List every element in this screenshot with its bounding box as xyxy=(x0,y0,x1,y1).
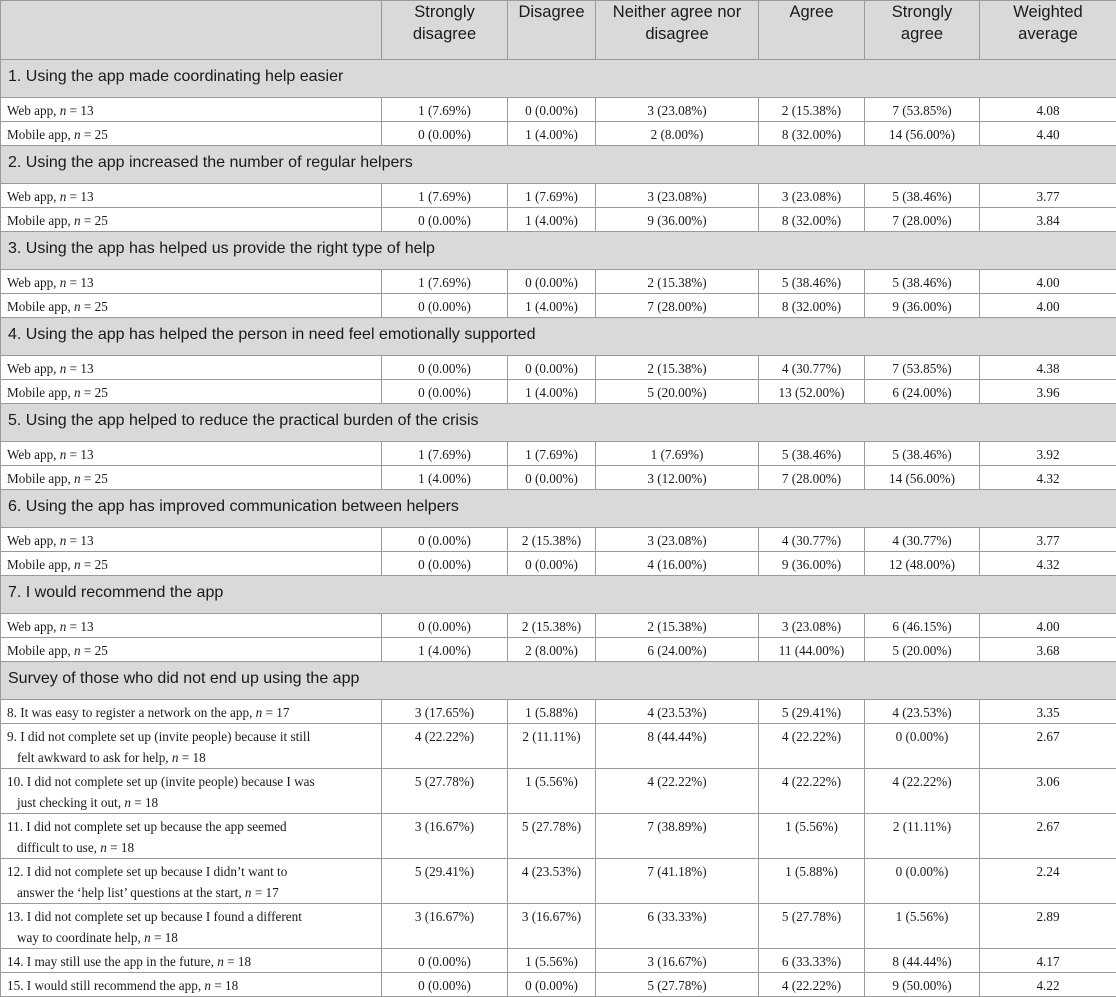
sample-size-value: = 18 xyxy=(151,930,178,945)
agree-cell: 8 (32.00%) xyxy=(759,208,865,232)
sample-size-symbol: n xyxy=(172,750,179,765)
agree-cell: 2 (15.38%) xyxy=(759,98,865,122)
disagree-cell: 4 (23.53%) xyxy=(508,859,596,904)
header-blank-cell xyxy=(1,1,382,60)
strongly-agree-cell: 7 (53.85%) xyxy=(865,356,980,380)
sample-size-value: = 13 xyxy=(66,619,93,634)
section-title: 3. Using the app has helped us provide the right type of help xyxy=(1,232,1116,270)
disagree-cell: 0 (0.00%) xyxy=(508,552,596,576)
strongly-disagree-cell: 1 (4.00%) xyxy=(382,466,508,490)
header-strongly-agree: Strongly agree xyxy=(865,1,980,60)
sample-size-value: = 13 xyxy=(66,275,93,290)
row-label-text: 8. It was easy to register a network on the app, xyxy=(7,705,256,720)
strongly-agree-cell: 4 (22.22%) xyxy=(865,769,980,814)
row-label-continuation xyxy=(7,882,375,903)
row-label xyxy=(1,442,382,466)
sample-size-symbol: n xyxy=(74,643,81,658)
agree-cell: 4 (30.77%) xyxy=(759,528,865,552)
strongly-agree-cell: 7 (53.85%) xyxy=(865,98,980,122)
strongly-disagree-cell: 4 (22.22%) xyxy=(382,724,508,769)
row-label xyxy=(1,904,382,949)
strongly-disagree-cell: 0 (0.00%) xyxy=(382,528,508,552)
section-header-row xyxy=(1,662,1116,700)
table-row xyxy=(1,380,1116,404)
disagree-cell: 5 (27.78%) xyxy=(508,814,596,859)
row-label-continuation xyxy=(7,927,375,948)
disagree-cell: 1 (5.56%) xyxy=(508,769,596,814)
weighted-average-cell: 3.35 xyxy=(980,700,1116,724)
sample-size-symbol: n xyxy=(60,189,67,204)
table-row xyxy=(1,184,1116,208)
disagree-cell: 0 (0.00%) xyxy=(508,466,596,490)
strongly-agree-cell: 9 (50.00%) xyxy=(865,973,980,997)
table-row xyxy=(1,973,1116,997)
weighted-average-cell: 3.96 xyxy=(980,380,1116,404)
sample-size-symbol: n xyxy=(256,705,263,720)
sample-size-symbol: n xyxy=(74,127,81,142)
row-label-text: Mobile app, xyxy=(7,127,74,142)
strongly-disagree-cell: 0 (0.00%) xyxy=(382,380,508,404)
sample-size-symbol: n xyxy=(60,361,67,376)
weighted-average-cell: 3.77 xyxy=(980,184,1116,208)
strongly-disagree-cell: 1 (7.69%) xyxy=(382,98,508,122)
section-header-row xyxy=(1,404,1116,442)
neither-cell: 3 (23.08%) xyxy=(596,98,759,122)
row-label xyxy=(1,614,382,638)
strongly-agree-cell: 4 (30.77%) xyxy=(865,528,980,552)
neither-cell: 4 (23.53%) xyxy=(596,700,759,724)
agree-cell: 8 (32.00%) xyxy=(759,122,865,146)
sample-size-symbol: n xyxy=(204,978,211,993)
disagree-cell: 1 (4.00%) xyxy=(508,380,596,404)
weighted-average-cell: 4.22 xyxy=(980,973,1116,997)
row-label-continuation-text: felt awkward to ask for help, xyxy=(17,750,172,765)
disagree-cell: 3 (16.67%) xyxy=(508,904,596,949)
row-label xyxy=(1,949,382,973)
table-row xyxy=(1,552,1116,576)
sample-size-value: = 18 xyxy=(224,954,251,969)
neither-cell: 3 (23.08%) xyxy=(596,184,759,208)
disagree-cell: 1 (4.00%) xyxy=(508,294,596,318)
row-label xyxy=(1,769,382,814)
section-header-row xyxy=(1,576,1116,614)
weighted-average-cell: 4.32 xyxy=(980,466,1116,490)
strongly-agree-cell: 7 (28.00%) xyxy=(865,208,980,232)
sample-size-value: = 25 xyxy=(81,557,108,572)
row-label xyxy=(1,700,382,724)
sample-size-symbol: n xyxy=(124,795,131,810)
strongly-agree-cell: 4 (23.53%) xyxy=(865,700,980,724)
table-row xyxy=(1,638,1116,662)
table-row xyxy=(1,949,1116,973)
sample-size-value: = 13 xyxy=(66,361,93,376)
strongly-disagree-cell: 3 (16.67%) xyxy=(382,814,508,859)
agree-cell: 4 (22.22%) xyxy=(759,769,865,814)
section-title: 6. Using the app has improved communication between helpers xyxy=(1,490,1116,528)
header-neither: Neither agree nor disagree xyxy=(596,1,759,60)
neither-cell: 5 (20.00%) xyxy=(596,380,759,404)
strongly-disagree-cell: 0 (0.00%) xyxy=(382,356,508,380)
sample-size-value: = 13 xyxy=(66,189,93,204)
sample-size-value: = 18 xyxy=(131,795,158,810)
sample-size-value: = 13 xyxy=(66,447,93,462)
disagree-cell: 1 (4.00%) xyxy=(508,122,596,146)
sample-size-symbol: n xyxy=(60,447,67,462)
section-title: Survey of those who did not end up using the app xyxy=(1,662,1116,700)
row-label-continuation-text: just checking it out, xyxy=(17,795,124,810)
row-label xyxy=(1,208,382,232)
strongly-agree-cell: 5 (20.00%) xyxy=(865,638,980,662)
strongly-agree-cell: 14 (56.00%) xyxy=(865,466,980,490)
disagree-cell: 1 (5.88%) xyxy=(508,700,596,724)
row-label xyxy=(1,184,382,208)
disagree-cell: 0 (0.00%) xyxy=(508,98,596,122)
table-row xyxy=(1,356,1116,380)
sample-size-value: = 17 xyxy=(252,885,279,900)
sample-size-value: = 18 xyxy=(179,750,206,765)
row-label xyxy=(1,724,382,769)
sample-size-symbol: n xyxy=(60,619,67,634)
header-weighted-average: Weighted average xyxy=(980,1,1116,60)
weighted-average-cell: 4.08 xyxy=(980,98,1116,122)
sample-size-value: = 25 xyxy=(81,471,108,486)
neither-cell: 2 (8.00%) xyxy=(596,122,759,146)
row-label xyxy=(1,528,382,552)
agree-cell: 1 (5.56%) xyxy=(759,814,865,859)
table-row xyxy=(1,614,1116,638)
sample-size-symbol: n xyxy=(60,103,67,118)
strongly-disagree-cell: 3 (17.65%) xyxy=(382,700,508,724)
neither-cell: 4 (22.22%) xyxy=(596,769,759,814)
sample-size-symbol: n xyxy=(144,930,151,945)
section-title: 4. Using the app has helped the person in need feel emotionally supported xyxy=(1,318,1116,356)
strongly-agree-cell: 12 (48.00%) xyxy=(865,552,980,576)
strongly-disagree-cell: 3 (16.67%) xyxy=(382,904,508,949)
section-title: 2. Using the app increased the number of regular helpers xyxy=(1,146,1116,184)
disagree-cell: 1 (5.56%) xyxy=(508,949,596,973)
neither-cell: 3 (23.08%) xyxy=(596,528,759,552)
section-header-row xyxy=(1,60,1116,98)
agree-cell: 7 (28.00%) xyxy=(759,466,865,490)
strongly-agree-cell: 2 (11.11%) xyxy=(865,814,980,859)
strongly-agree-cell: 0 (0.00%) xyxy=(865,859,980,904)
strongly-disagree-cell: 1 (7.69%) xyxy=(382,270,508,294)
disagree-cell: 2 (15.38%) xyxy=(508,614,596,638)
table-row xyxy=(1,814,1116,859)
neither-cell: 3 (16.67%) xyxy=(596,949,759,973)
table-row xyxy=(1,528,1116,552)
agree-cell: 3 (23.08%) xyxy=(759,184,865,208)
row-label xyxy=(1,122,382,146)
strongly-disagree-cell: 0 (0.00%) xyxy=(382,552,508,576)
table-row xyxy=(1,859,1116,904)
weighted-average-cell: 4.32 xyxy=(980,552,1116,576)
sample-size-value: = 13 xyxy=(66,533,93,548)
strongly-agree-cell: 5 (38.46%) xyxy=(865,270,980,294)
section-header-row xyxy=(1,232,1116,270)
sample-size-symbol: n xyxy=(74,299,81,314)
table-row xyxy=(1,294,1116,318)
disagree-cell: 1 (7.69%) xyxy=(508,442,596,466)
row-label xyxy=(1,380,382,404)
strongly-agree-cell: 8 (44.44%) xyxy=(865,949,980,973)
section-title: 5. Using the app helped to reduce the practical burden of the crisis xyxy=(1,404,1116,442)
agree-cell: 9 (36.00%) xyxy=(759,552,865,576)
row-label xyxy=(1,98,382,122)
neither-cell: 9 (36.00%) xyxy=(596,208,759,232)
disagree-cell: 0 (0.00%) xyxy=(508,973,596,997)
weighted-average-cell: 2.89 xyxy=(980,904,1116,949)
agree-cell: 5 (29.41%) xyxy=(759,700,865,724)
sample-size-symbol: n xyxy=(74,557,81,572)
strongly-disagree-cell: 0 (0.00%) xyxy=(382,614,508,638)
agree-cell: 4 (22.22%) xyxy=(759,724,865,769)
weighted-average-cell: 4.00 xyxy=(980,614,1116,638)
sample-size-value: = 25 xyxy=(81,213,108,228)
agree-cell: 5 (38.46%) xyxy=(759,442,865,466)
row-label xyxy=(1,270,382,294)
strongly-agree-cell: 9 (36.00%) xyxy=(865,294,980,318)
agree-cell: 5 (38.46%) xyxy=(759,270,865,294)
row-label-text: 12. I did not complete set up because I didn’t want to xyxy=(7,864,287,879)
sample-size-symbol: n xyxy=(74,213,81,228)
row-label-text: 10. I did not complete set up (invite people) because I was xyxy=(7,774,315,789)
neither-cell: 2 (15.38%) xyxy=(596,270,759,294)
row-label-continuation-text: difficult to use, xyxy=(17,840,100,855)
strongly-disagree-cell: 5 (27.78%) xyxy=(382,769,508,814)
strongly-agree-cell: 5 (38.46%) xyxy=(865,184,980,208)
sample-size-value: = 25 xyxy=(81,299,108,314)
disagree-cell: 0 (0.00%) xyxy=(508,356,596,380)
sample-size-symbol: n xyxy=(74,385,81,400)
weighted-average-cell: 3.92 xyxy=(980,442,1116,466)
row-label-text: 9. I did not complete set up (invite people) because it still xyxy=(7,729,310,744)
sample-size-value: = 13 xyxy=(66,103,93,118)
row-label-continuation xyxy=(7,747,375,768)
row-label xyxy=(1,466,382,490)
section-header-row xyxy=(1,318,1116,356)
neither-cell: 7 (41.18%) xyxy=(596,859,759,904)
neither-cell: 7 (28.00%) xyxy=(596,294,759,318)
table-row xyxy=(1,769,1116,814)
section-header-row xyxy=(1,490,1116,528)
strongly-agree-cell: 6 (24.00%) xyxy=(865,380,980,404)
table-row xyxy=(1,466,1116,490)
row-label-text: Web app, xyxy=(7,361,60,376)
row-label-text: Mobile app, xyxy=(7,557,74,572)
row-label xyxy=(1,973,382,997)
table-body xyxy=(1,60,1116,997)
weighted-average-cell: 3.84 xyxy=(980,208,1116,232)
row-label xyxy=(1,638,382,662)
strongly-agree-cell: 14 (56.00%) xyxy=(865,122,980,146)
header-strongly-disagree: Strongly disagree xyxy=(382,1,508,60)
agree-cell: 11 (44.00%) xyxy=(759,638,865,662)
strongly-disagree-cell: 1 (7.69%) xyxy=(382,442,508,466)
row-label-text: Mobile app, xyxy=(7,299,74,314)
agree-cell: 6 (33.33%) xyxy=(759,949,865,973)
row-label-text: Mobile app, xyxy=(7,471,74,486)
weighted-average-cell: 4.00 xyxy=(980,270,1116,294)
strongly-disagree-cell: 5 (29.41%) xyxy=(382,859,508,904)
row-label-text: Web app, xyxy=(7,619,60,634)
table-row xyxy=(1,724,1116,769)
table-row xyxy=(1,122,1116,146)
row-label-text: Web app, xyxy=(7,103,60,118)
strongly-disagree-cell: 0 (0.00%) xyxy=(382,973,508,997)
sample-size-symbol: n xyxy=(245,885,252,900)
row-label-text: Web app, xyxy=(7,533,60,548)
agree-cell: 3 (23.08%) xyxy=(759,614,865,638)
weighted-average-cell: 2.67 xyxy=(980,814,1116,859)
weighted-average-cell: 2.67 xyxy=(980,724,1116,769)
neither-cell: 2 (15.38%) xyxy=(596,614,759,638)
strongly-disagree-cell: 0 (0.00%) xyxy=(382,949,508,973)
sample-size-value: = 25 xyxy=(81,643,108,658)
agree-cell: 4 (22.22%) xyxy=(759,973,865,997)
neither-cell: 1 (7.69%) xyxy=(596,442,759,466)
row-label-text: 15. I would still recommend the app, xyxy=(7,978,204,993)
header-agree: Agree xyxy=(759,1,865,60)
header-disagree: Disagree xyxy=(508,1,596,60)
sample-size-symbol: n xyxy=(100,840,107,855)
disagree-cell: 1 (4.00%) xyxy=(508,208,596,232)
weighted-average-cell: 3.68 xyxy=(980,638,1116,662)
neither-cell: 6 (24.00%) xyxy=(596,638,759,662)
agree-cell: 4 (30.77%) xyxy=(759,356,865,380)
row-label-text: Mobile app, xyxy=(7,385,74,400)
row-label-text: Mobile app, xyxy=(7,213,74,228)
table-row xyxy=(1,700,1116,724)
row-label-continuation xyxy=(7,792,375,813)
row-label xyxy=(1,356,382,380)
section-header-row xyxy=(1,146,1116,184)
strongly-disagree-cell: 0 (0.00%) xyxy=(382,208,508,232)
row-label-text: 13. I did not complete set up because I found a different xyxy=(7,909,302,924)
sample-size-symbol: n xyxy=(217,954,224,969)
section-title: 1. Using the app made coordinating help easier xyxy=(1,60,1116,98)
row-label-continuation-text: way to coordinate help, xyxy=(17,930,144,945)
neither-cell: 7 (38.89%) xyxy=(596,814,759,859)
agree-cell: 5 (27.78%) xyxy=(759,904,865,949)
disagree-cell: 2 (15.38%) xyxy=(508,528,596,552)
neither-cell: 5 (27.78%) xyxy=(596,973,759,997)
sample-size-value: = 18 xyxy=(107,840,134,855)
weighted-average-cell: 4.17 xyxy=(980,949,1116,973)
weighted-average-cell: 3.77 xyxy=(980,528,1116,552)
neither-cell: 8 (44.44%) xyxy=(596,724,759,769)
table-row xyxy=(1,208,1116,232)
weighted-average-cell: 4.38 xyxy=(980,356,1116,380)
agree-cell: 13 (52.00%) xyxy=(759,380,865,404)
header-row xyxy=(1,1,1116,60)
row-label-text: 11. I did not complete set up because the app seemed xyxy=(7,819,287,834)
weighted-average-cell: 4.40 xyxy=(980,122,1116,146)
disagree-cell: 2 (8.00%) xyxy=(508,638,596,662)
strongly-agree-cell: 1 (5.56%) xyxy=(865,904,980,949)
strongly-disagree-cell: 0 (0.00%) xyxy=(382,122,508,146)
sample-size-symbol: n xyxy=(74,471,81,486)
section-title: 7. I would recommend the app xyxy=(1,576,1116,614)
row-label-continuation xyxy=(7,837,375,858)
weighted-average-cell: 4.00 xyxy=(980,294,1116,318)
row-label-text: Web app, xyxy=(7,447,60,462)
row-label-continuation-text: answer the ‘help list’ questions at the start, xyxy=(17,885,245,900)
strongly-disagree-cell: 0 (0.00%) xyxy=(382,294,508,318)
sample-size-value: = 18 xyxy=(211,978,238,993)
neither-cell: 3 (12.00%) xyxy=(596,466,759,490)
row-label-text: Web app, xyxy=(7,189,60,204)
strongly-agree-cell: 0 (0.00%) xyxy=(865,724,980,769)
neither-cell: 6 (33.33%) xyxy=(596,904,759,949)
row-label-text: Web app, xyxy=(7,275,60,290)
row-label xyxy=(1,859,382,904)
sample-size-symbol: n xyxy=(60,275,67,290)
row-label xyxy=(1,814,382,859)
table-row xyxy=(1,442,1116,466)
sample-size-value: = 17 xyxy=(262,705,289,720)
disagree-cell: 2 (11.11%) xyxy=(508,724,596,769)
sample-size-value: = 25 xyxy=(81,127,108,142)
table-row xyxy=(1,904,1116,949)
agree-cell: 8 (32.00%) xyxy=(759,294,865,318)
row-label xyxy=(1,552,382,576)
neither-cell: 2 (15.38%) xyxy=(596,356,759,380)
table-row xyxy=(1,98,1116,122)
disagree-cell: 1 (7.69%) xyxy=(508,184,596,208)
strongly-agree-cell: 6 (46.15%) xyxy=(865,614,980,638)
sample-size-value: = 25 xyxy=(81,385,108,400)
sample-size-symbol: n xyxy=(60,533,67,548)
agree-cell: 1 (5.88%) xyxy=(759,859,865,904)
strongly-agree-cell: 5 (38.46%) xyxy=(865,442,980,466)
weighted-average-cell: 3.06 xyxy=(980,769,1116,814)
disagree-cell: 0 (0.00%) xyxy=(508,270,596,294)
row-label-text: 14. I may still use the app in the future, xyxy=(7,954,217,969)
row-label xyxy=(1,294,382,318)
strongly-disagree-cell: 1 (4.00%) xyxy=(382,638,508,662)
neither-cell: 4 (16.00%) xyxy=(596,552,759,576)
table-row xyxy=(1,270,1116,294)
strongly-disagree-cell: 1 (7.69%) xyxy=(382,184,508,208)
row-label-text: Mobile app, xyxy=(7,643,74,658)
weighted-average-cell: 2.24 xyxy=(980,859,1116,904)
